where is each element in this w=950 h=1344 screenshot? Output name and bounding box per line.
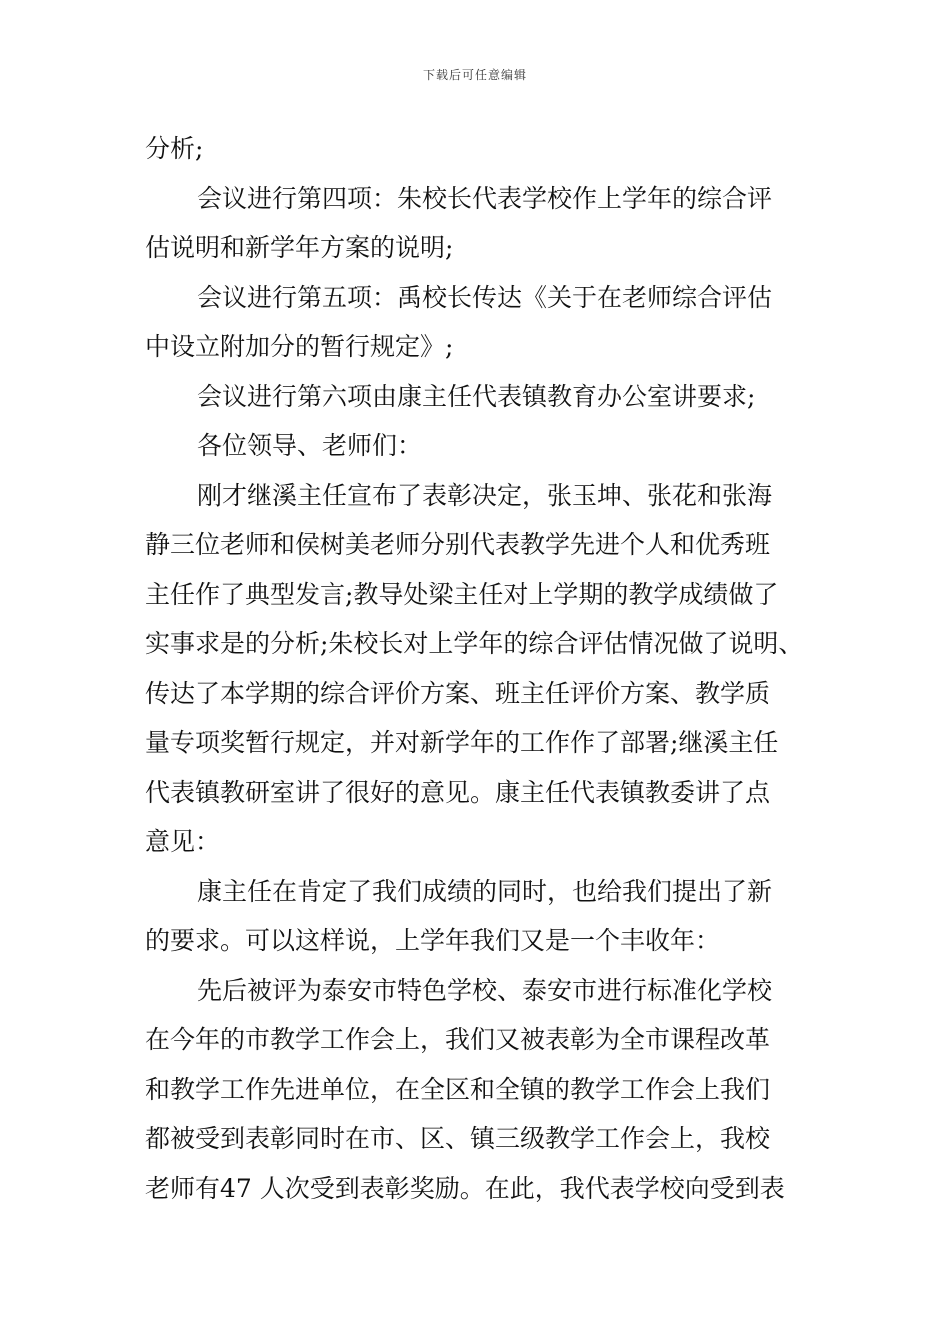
text-line: 主任作了典型发言;教导处梁主任对上学期的教学成绩做了 — [145, 579, 779, 609]
text-line: 在今年的市教学工作会上，我们又被表彰为全市课程改革 — [145, 1025, 771, 1054]
text-line: 会议进行第四项：朱校长代表学校作上学年的综合评 — [197, 183, 773, 213]
text-line: 的要求。可以这样说，上学年我们又是一个丰收年： — [145, 926, 721, 955]
text-line: 意见： — [145, 827, 221, 856]
text-line: 康主任在肯定了我们成绩的同时，也给我们提出了新 — [197, 876, 773, 906]
text-line: 会议进行第五项：禹校长传达《关于在老师综合评估 — [197, 282, 773, 312]
text-line: 各位领导、老师们： — [197, 431, 423, 460]
text-line: 会议进行第六项由康主任代表镇教育办公室讲要求; — [197, 381, 756, 411]
text-line: 先后被评为泰安市特色学校、泰安市进行标准化学校 — [197, 975, 773, 1005]
text-line: 实事求是的分析;朱校长对上学年的综合评估情况做了说明、 — [145, 629, 804, 658]
text-line: 刚才继溪主任宣布了表彰决定，张玉坤、张花和张海 — [197, 480, 773, 510]
document-body — [145, 124, 815, 1213]
text-line: 静三位老师和侯树美老师分别代表教学先进个人和优秀班 — [145, 530, 771, 559]
page-header: 下载后可任意编辑 — [422, 68, 527, 82]
text-line: 量专项奖暂行规定，并对新学年的工作作了部署;继溪主任 — [145, 728, 779, 757]
text-line: 中设立附加分的暂行规定》; — [145, 332, 454, 361]
text-line: 老师有47 人次受到表彰奖励。在此，我代表学校向受到表 — [145, 1173, 785, 1203]
text-line: 和教学工作先进单位，在全区和全镇的教学工作会上我们 — [145, 1074, 771, 1104]
text-line: 分析; — [145, 134, 204, 163]
text-line: 都被受到表彰同时在市、区、镇三级教学工作会上，我校 — [145, 1124, 771, 1153]
text-line: 估说明和新学年方案的说明; — [145, 233, 454, 262]
text-line: 代表镇教研室讲了很好的意见。康主任代表镇教委讲了点 — [145, 777, 771, 807]
text-line: 传达了本学期的综合评价方案、班主任评价方案、教学质 — [145, 678, 771, 708]
